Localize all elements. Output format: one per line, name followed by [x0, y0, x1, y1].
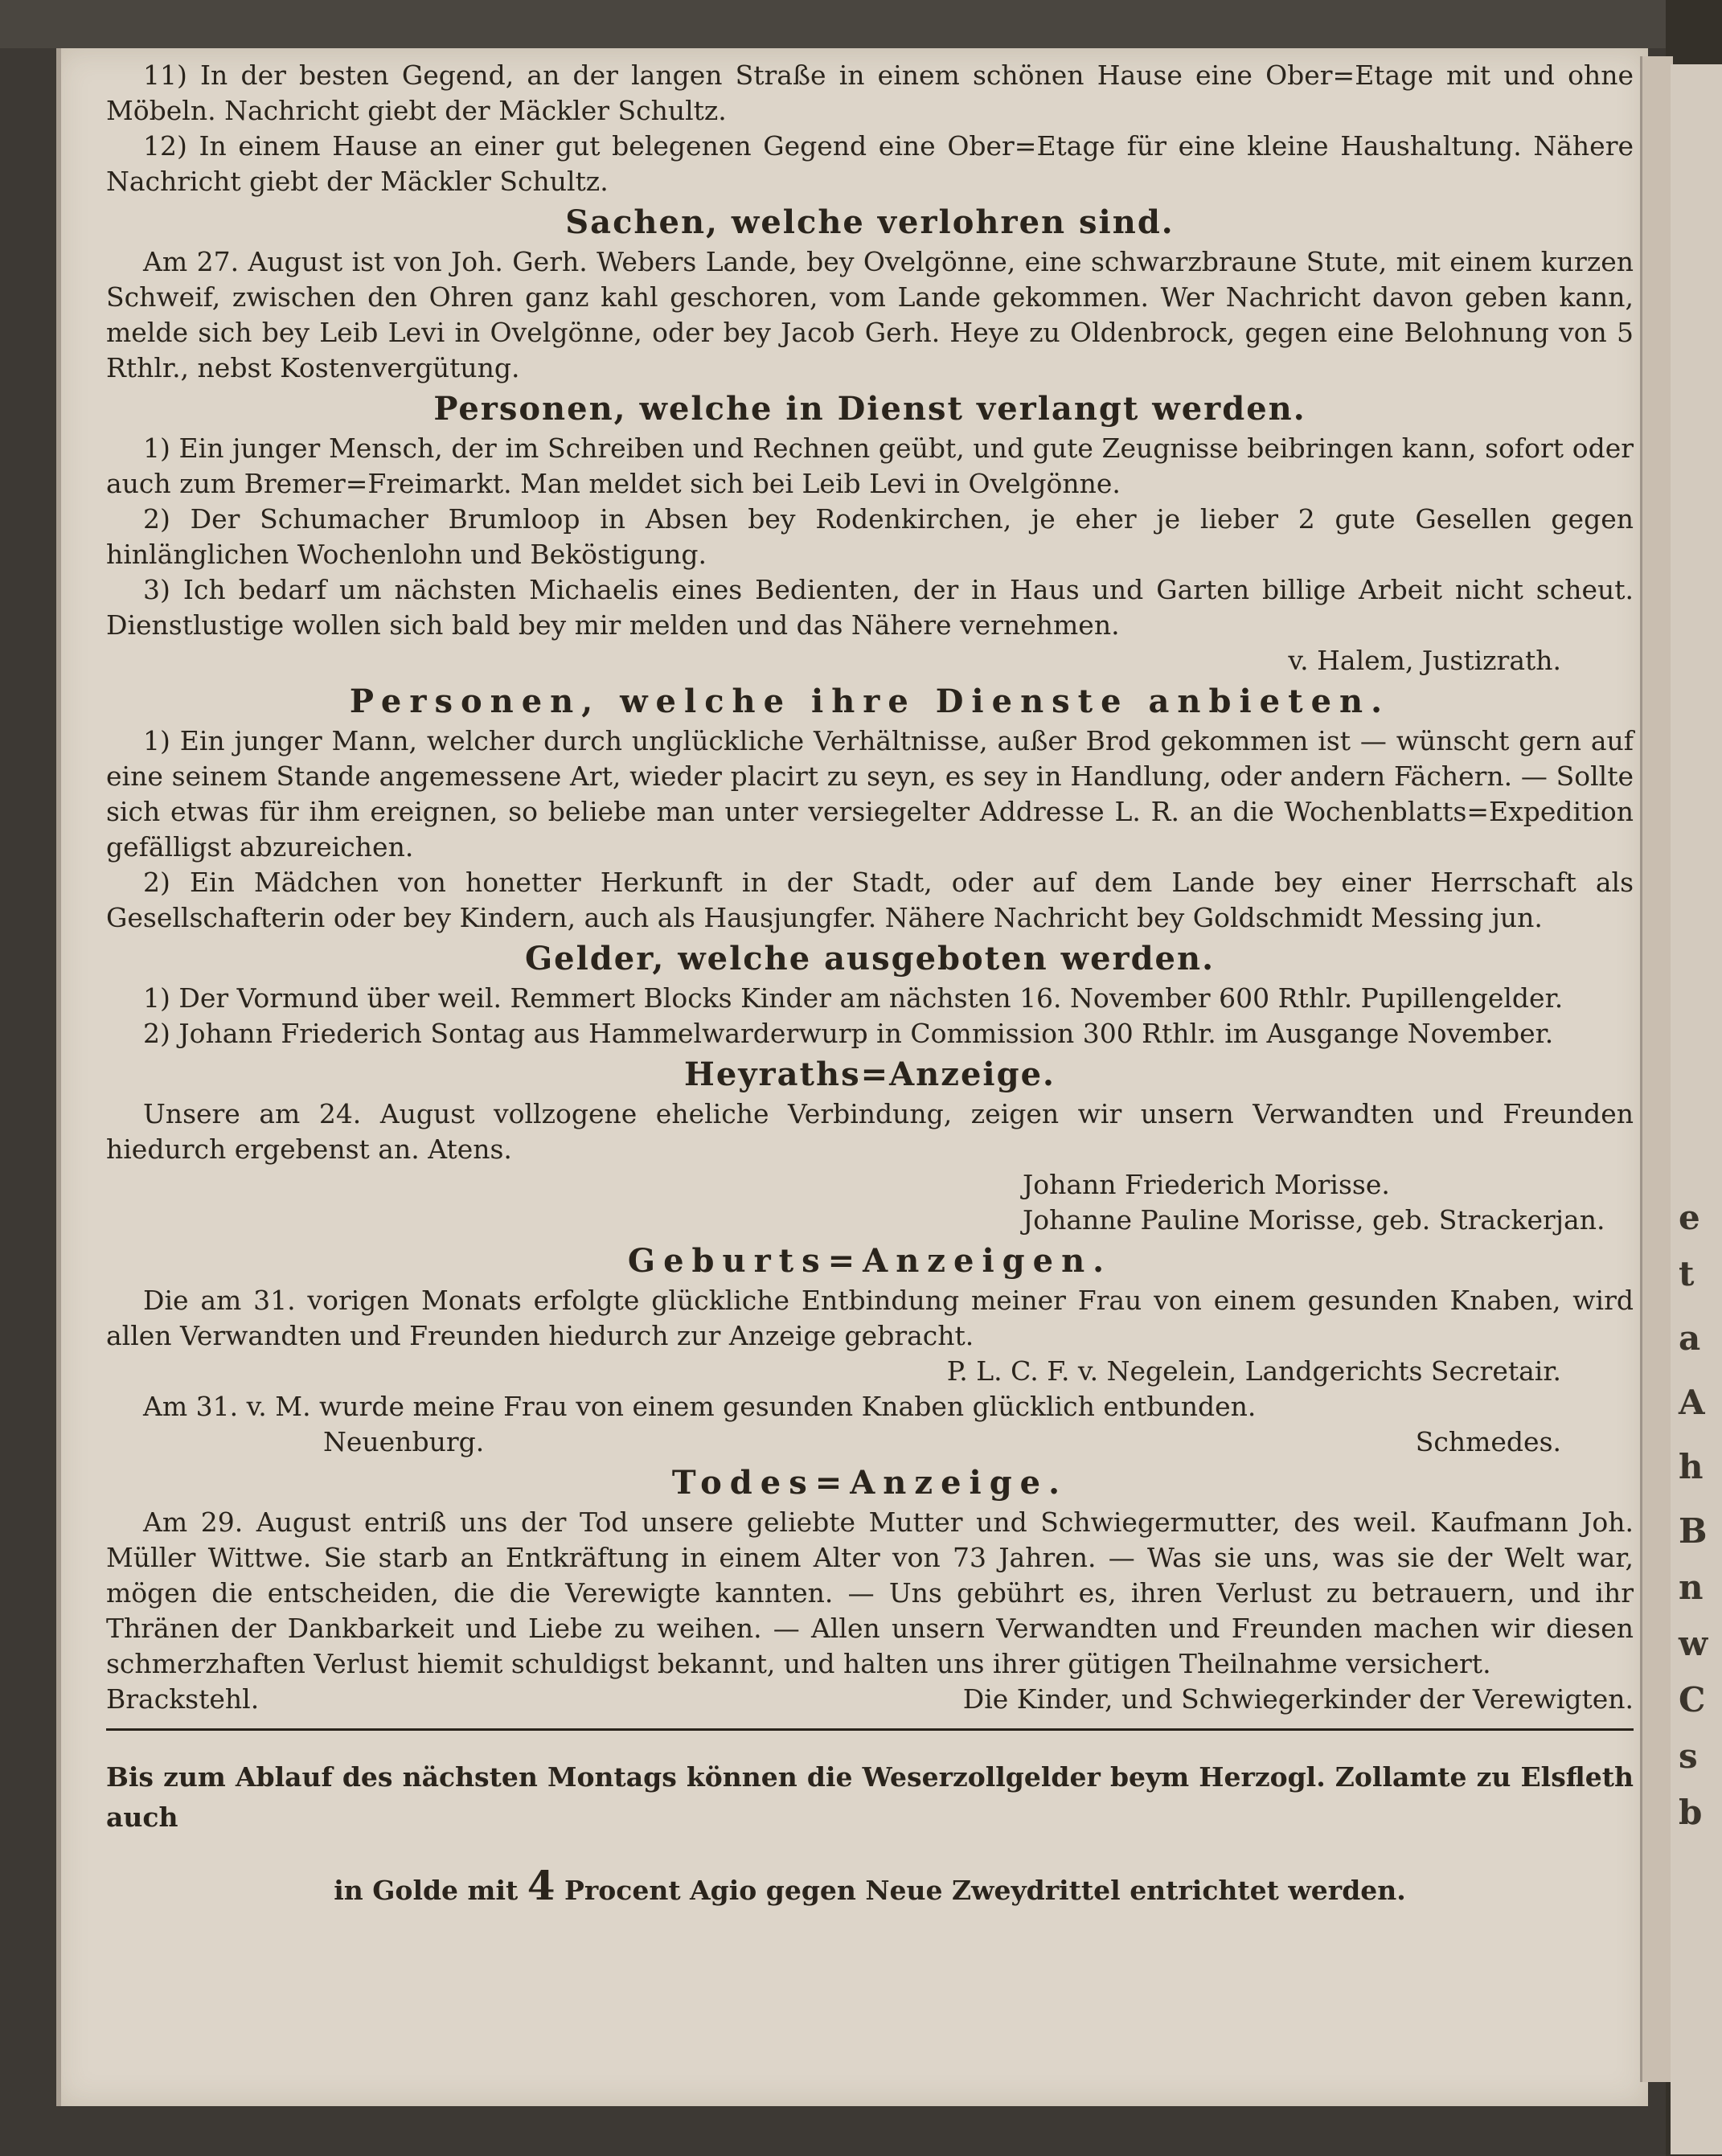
birth-signer-2: Schmedes.: [1415, 1426, 1561, 1457]
adjacent-page-glyph: s: [1679, 1736, 1698, 1776]
wanted-heading: Personen, welche in Dienst verlangt werden.: [433, 390, 1306, 428]
offering-item-2: 2) Ein Mädchen von honetter Herkunft in der Stadt, oder auf dem Lande bey einer Herrschaft als Gesellschafterin oder bey Kindern, auch als Hausjungfer. Nähere Nachricht bey Goldschmidt Messing jun.: [106, 867, 1634, 933]
adjacent-page-glyph: e: [1679, 1198, 1700, 1237]
adjacent-page-glyph: B: [1679, 1511, 1708, 1551]
adjacent-page-glyph: n: [1679, 1568, 1704, 1607]
adjacent-page-glyph: w: [1679, 1624, 1708, 1663]
lost-items-heading: Sachen, welche verlohren sind.: [565, 203, 1175, 241]
birth-text-2: Am 31. v. M. wurde meine Frau von einem gesunden Knaben glücklich entbunden.: [143, 1391, 1257, 1422]
adjacent-page-glyph: A: [1679, 1383, 1705, 1422]
death-place: Brackstehl.: [106, 1683, 260, 1715]
adjacent-page-glyph: h: [1679, 1447, 1704, 1486]
offering-heading: Personen, welche ihre Dienste anbieten.: [349, 682, 1391, 720]
money-item-1: 1) Der Vormund über weil. Remmert Blocks Kinder am nächsten 16. November 600 Rthlr. Pupillengelder.: [143, 982, 1564, 1014]
births-heading: Geburts=Anzeigen.: [627, 1242, 1113, 1280]
apartment-ad-12: 12) In einem Hause an einer gut belegenen Gegend eine Ober=Etage für eine kleine Haushaltung. Nähere Nachricht giebt der Mäckler Schultz.: [106, 130, 1634, 197]
adjacent-page-strip: [1671, 64, 1722, 2154]
offering-item-1: 1) Ein junger Mann, welcher durch unglückliche Verhältnisse, außer Brod gekommen ist — wünscht gern auf eine seinem Stande angemessene Art, wieder placirt zu seyn, es sey in Handlung, oder andern Fächern. — Sollte sich etwas für ihm ereignen, so beliebe man unter versiegelter Addresse L. R. an die Wochenblatts=Expedition gefälligst abzureichen.: [106, 725, 1634, 863]
marriage-signer-1: Johann Friederich Morisse.: [1023, 1169, 1390, 1200]
customs-notice-text-b: Procent Agio gegen Neue Zweydrittel entrichtet werden.: [555, 1875, 1406, 1906]
death-heading: Todes=Anzeige.: [671, 1464, 1068, 1502]
marriage-signer-2: Johanne Pauline Morisse, geb. Strackerjan.: [1023, 1204, 1605, 1236]
money-heading: Gelder, welche ausgeboten werden.: [524, 940, 1216, 978]
adjacent-page-glyph: a: [1679, 1318, 1701, 1358]
customs-notice-line-1: Bis zum Ablauf des nächsten Montags können die Weserzollgelder beym Herzogl. Zollamte zu Elsfleth auch: [106, 1761, 1634, 1833]
birth-signer-1: P. L. C. F. v. Negelein, Landgerichts Secretair.: [946, 1355, 1561, 1387]
death-signature-line: [106, 1682, 1634, 1717]
adjacent-page-glyph: C: [1679, 1680, 1706, 1719]
marriage-text-body: Unsere am 24. August vollzogene eheliche Verbindung, zeigen wir unsern Verwandten und Freunden hiedurch ergebenst an.: [106, 1098, 1634, 1165]
birth-text-1: Die am 31. vorigen Monats erfolgte glückliche Entbindung meiner Frau von einem gesunden Knaben, wird allen Verwandten und Freunden hiedurch zur Anzeige gebracht.: [106, 1285, 1634, 1351]
page-edge: [1640, 56, 1673, 2082]
marriage-text: [106, 1096, 1634, 1167]
apartment-ad-11: 11) In der besten Gegend, an der langen Straße in einem schönen Hause eine Ober=Etage mit und ohne Möbeln. Nachricht giebt der Mäckler Schultz.: [106, 59, 1634, 126]
wanted-item-2: 2) Der Schumacher Brumloop in Absen bey Rodenkirchen, je eher je lieber 2 gute Gesellen gegen hinlänglichen Wochenlohn und Beköstigung.: [106, 503, 1634, 570]
marriage-heading: Heyraths=Anzeige.: [684, 1055, 1056, 1093]
wanted-item-1: 1) Ein junger Mensch, der im Schreiben und Rechnen geübt, und gute Zeugnisse beibringen kann, sofort oder auch zum Bremer=Freimarkt. Man meldet sich bei Leib Levi in Ovelgönne.: [106, 432, 1634, 499]
death-text: Am 29. August entriß uns der Tod unsere geliebte Mutter und Schwiegermutter, des weil. Kaufmann Joh. Müller Wittwe. Sie starb an Entkräftung in einem Alter von 73 Jahren. — Was sie uns, was sie der Welt war, mögen die entscheiden, die die Verewigte kannten. — Uns gebührt es, ihren Verlust zu betrauern, und ihr Thränen der Dankbarkeit und Liebe zu weihen. — Allen unsern Verwandten und Freunden machen wir diesen schmerzhaften Verlust hiemit schuldigst bekannt, und halten uns ihrer gütigen Theilnahme versichert.: [106, 1506, 1634, 1679]
marriage-place: Atens.: [428, 1133, 512, 1165]
death-signer: Die Kinder, und Schwiegerkinder der Verewigten.: [962, 1683, 1634, 1715]
scan-backdrop-top: [0, 0, 1722, 48]
lost-items-text: Am 27. August ist von Joh. Gerh. Webers Lande, bey Ovelgönne, eine schwarzbraune Stute, mit einem kurzen Schweif, zwischen den Ohren ganz kahl geschoren, vom Lande gekommen. Wer Nachricht davon geben kann, melde sich bey Leib Levi in Ovelgönne, oder bey Jacob Gerh. Heye zu Oldenbrock, gegen eine Belohnung von 5 Rthlr., nebst Kostenvergütung.: [106, 246, 1634, 383]
wanted-signature: v. Halem, Justizrath.: [1288, 645, 1561, 676]
adjacent-page-glyph: b: [1679, 1793, 1703, 1832]
section-divider: [106, 1728, 1634, 1731]
customs-notice-text-a: in Golde mit: [334, 1875, 527, 1906]
customs-notice-percent: 4: [527, 1862, 556, 1909]
birth-signature-line-2: [106, 1424, 1634, 1460]
customs-notice-line-2: [106, 1864, 1634, 1912]
wanted-item-3: 3) Ich bedarf um nächsten Michaelis eines Bedienten, der in Haus und Garten billige Arbeit nicht scheut. Dienstlustige wollen sich bald bey mir melden und das Nähere vernehmen.: [106, 574, 1634, 641]
birth-place-2: Neuenburg.: [323, 1426, 485, 1457]
page-content: [106, 58, 1634, 1912]
adjacent-page-glyph: t: [1679, 1254, 1695, 1293]
money-item-2: 2) Johann Friederich Sontag aus Hammelwarderwurp in Commission 300 Rthlr. im Ausgange November.: [143, 1018, 1554, 1049]
page-gutter-shadow: [56, 48, 61, 2106]
